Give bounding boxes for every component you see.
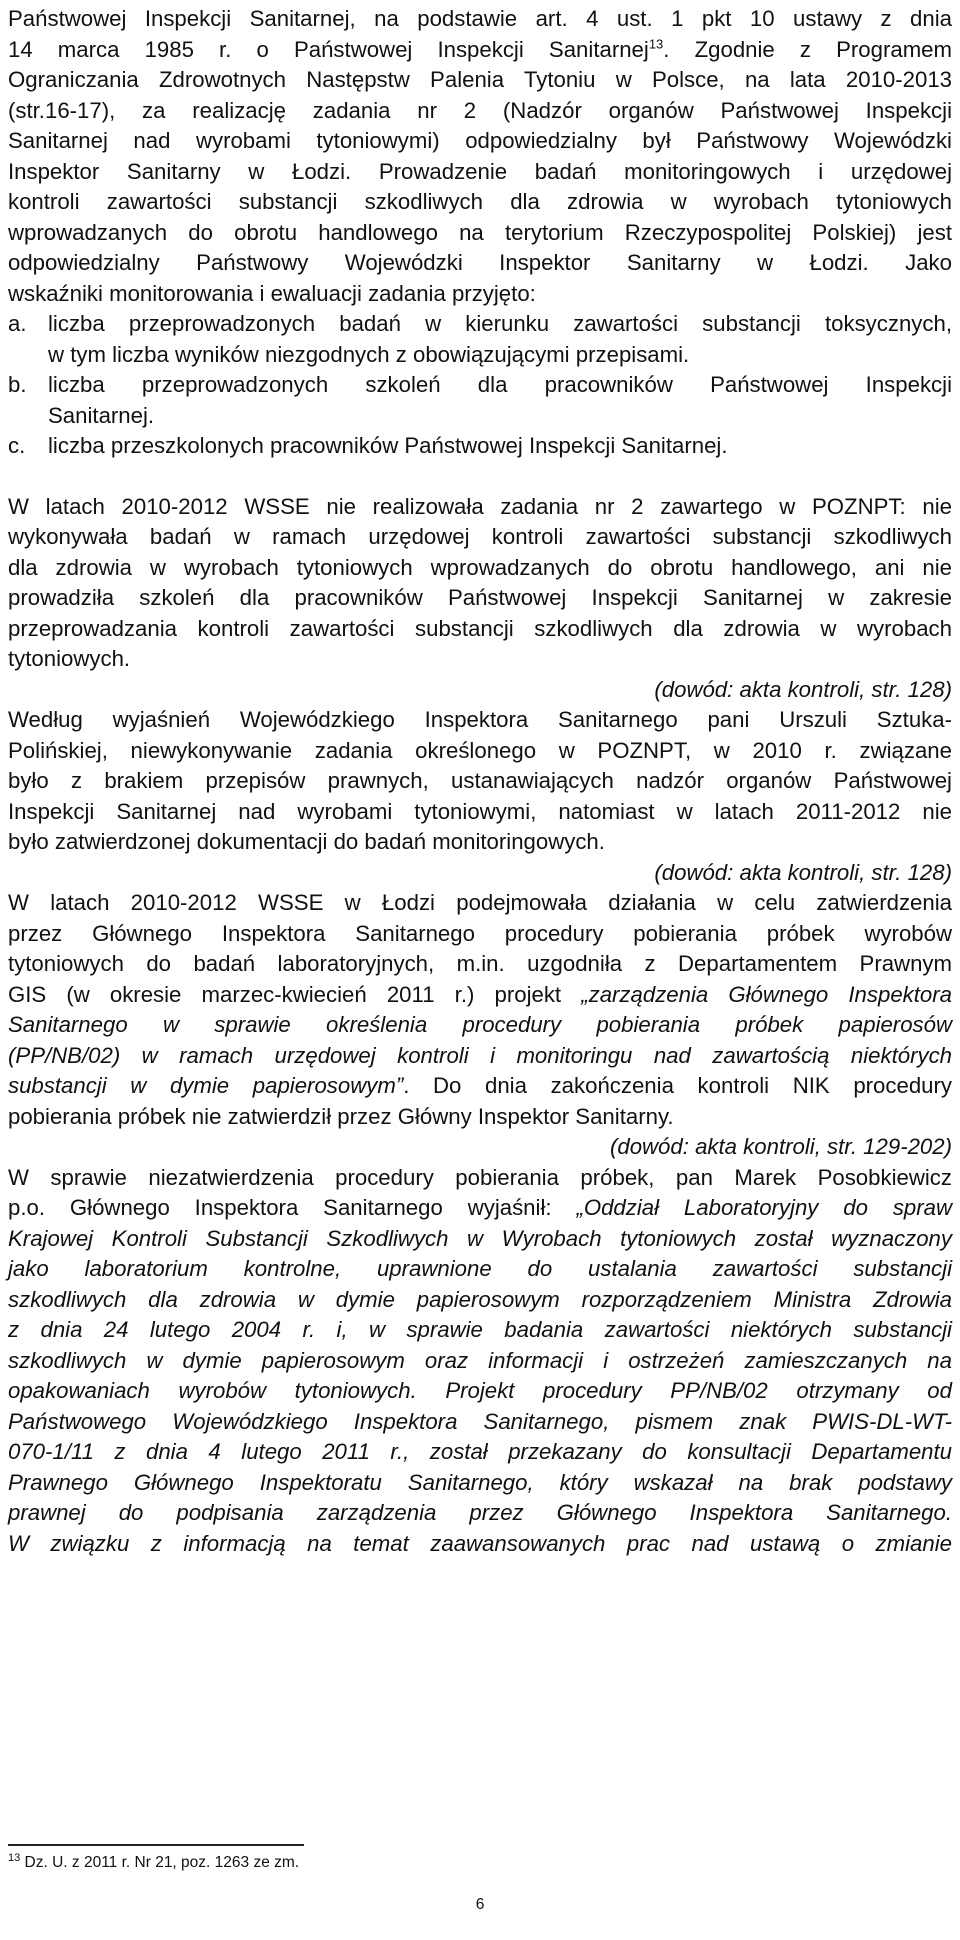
evidence-note: (dowód: akta kontroli, str. 128)	[654, 676, 952, 702]
text-line: Państwowej Inspekcji Sanitarnej, na podstawie art. 4 ust. 1 pkt 10 ustawy z dnia	[8, 6, 952, 31]
text-line: szkodliwych w dymie papierosowym oraz informacji i ostrzeżeń zamieszczanych na	[8, 1347, 952, 1373]
text-line: Polińskiej, niewykonywanie zadania określonego w POZNPT, w 2010 r. związane	[8, 737, 952, 763]
text-line: Inspekcji Sanitarnej nad wyrobami tytoniowymi, natomiast w latach 2011-2012 nie	[8, 798, 952, 824]
evidence-note: (dowód: akta kontroli, str. 129-202)	[609, 1134, 952, 1159]
text-line: wskaźniki monitorowania i ewaluacji zadania przyjęto:	[8, 280, 536, 306]
text-line: W latach 2010-2012 WSSE w Łodzi podejmowała działania w celu zatwierdzenia	[8, 890, 952, 915]
list-marker: a.	[8, 311, 27, 336]
text-line: Państwowego Wojewódzkiego Inspektora Sanitarnego, pismem znak PWIS-DL-WT-	[8, 1408, 952, 1434]
indicator-list	[8, 309, 952, 462]
text-line: Krajowej Kontroli Substancji Szkodliwych w Wyrobach tytoniowych został wyznaczony	[8, 1225, 952, 1251]
text-line: liczba przeprowadzonych szkoleń dla pracowników Państwowej Inspekcji	[48, 372, 952, 397]
document-page	[8, 4, 952, 1559]
italic-quote: „Oddział Laboratoryjny do spraw	[576, 1195, 952, 1220]
footnote-text: Dz. U. z 2011 r. Nr 21, poz. 1263 ze zm.	[20, 1854, 300, 1871]
footnote-divider	[8, 1844, 304, 1846]
list-marker: c.	[8, 433, 26, 458]
text-line: prawnej do podpisania zarządzenia przez Głównego Inspektora Sanitarnego.	[8, 1500, 952, 1525]
intro-paragraph	[8, 4, 952, 309]
list-item	[8, 309, 952, 370]
text-line: Sanitarnego w sprawie określenia procedury pobierania próbek papierosów	[8, 1012, 952, 1037]
text-line: prowadziła szkoleń dla pracowników Państwowej Inspekcji Sanitarnej w zakresie	[8, 585, 952, 610]
list-marker: b.	[8, 372, 27, 397]
text-line: Sanitarnej nad wyrobami tytoniowymi) odpowiedzialny był Państwowy Wojewódzki	[8, 128, 952, 153]
text-line: W latach 2010-2012 WSSE nie realizowała zadania nr 2 zawartego w POZNPT: nie	[8, 493, 952, 519]
paragraph-4	[8, 888, 952, 1132]
text-line: Inspektor Sanitarny w Łodzi. Prowadzenie badań monitoringowych i urzędowej	[8, 158, 952, 184]
text-line: szkodliwych dla zdrowia w dymie papierosowym rozporządzeniem Ministra Zdrowia	[8, 1286, 952, 1312]
text-segment: GIS (w okresie marzec-kwiecień 2011 r.) projekt	[8, 981, 582, 1007]
list-item	[8, 431, 952, 462]
text-line: w tym liczba wyników niezgodnych z obowiązującymi przepisami.	[48, 341, 690, 367]
italic-quote: „zarządzenia Głównego Inspektora	[581, 981, 952, 1007]
text-line: z dnia 24 lutego 2004 r. i, w sprawie badania zawartości niektórych substancji	[8, 1317, 952, 1342]
text-line: pobierania próbek nie zatwierdził przez Główny Inspektor Sanitarny.	[8, 1103, 674, 1129]
text-segment: . Do dnia zakończenia kontroli NIK procedury	[403, 1073, 952, 1098]
text-line: kontroli zawartości substancji szkodliwych dla zdrowia w wyrobach tytoniowych	[8, 189, 952, 214]
text-line: tytoniowych do badań laboratoryjnych, m.in. uzgodniła z Departamentem Prawnym	[8, 951, 952, 976]
text-segment: . Zgodnie z Programem	[663, 36, 952, 62]
text-line: przez Głównego Inspektora Sanitarnego procedury pobierania próbek wyrobów	[8, 920, 952, 946]
text-line	[8, 1193, 952, 1224]
text-line: dla zdrowia w wyrobach tytoniowych wprowadzanych do obrotu handlowego, ani nie	[8, 554, 952, 580]
footnote-number: 13	[8, 1851, 21, 1864]
text-line	[8, 1071, 952, 1102]
text-line: tytoniowych.	[8, 646, 131, 671]
text-line: było zatwierdzonej dokumentacji do badań monitoringowych.	[8, 829, 605, 854]
text-line: liczba przeszkolonych pracowników Państwowej Inspekcji Sanitarnej.	[48, 433, 728, 458]
paragraph-3	[8, 705, 952, 858]
text-line: jako laboratorium kontrolne, uprawnione do ustalania zawartości substancji	[8, 1256, 952, 1281]
text-line: Prawnego Głównego Inspektoratu Sanitarnego, który wskazał na brak podstawy	[8, 1469, 952, 1495]
text-line: liczba przeprowadzonych badań w kierunku zawartości substancji toksycznych,	[48, 311, 952, 336]
text-segment: p.o. Głównego Inspektora Sanitarnego wyjaśnił:	[8, 1195, 577, 1220]
footnote-ref: 13	[648, 36, 664, 52]
text-line: Ograniczania Zdrowotnych Następstw Palenia Tytoniu w Polsce, na lata 2010-2013	[8, 67, 952, 92]
evidence-note: (dowód: akta kontroli, str. 128)	[654, 859, 952, 885]
text-line: 070-1/11 z dnia 4 lutego 2011 r., został przekazany do konsultacji Departamentu	[8, 1439, 952, 1464]
text-line	[8, 35, 952, 66]
text-line	[8, 980, 952, 1011]
text-line: wykonywała badań w ramach urzędowej kontroli zawartości substancji szkodliwych	[8, 524, 952, 549]
text-line: (PP/NB/02) w ramach urzędowej kontroli i monitoringu nad zawartością niektórych	[8, 1042, 952, 1068]
text-segment: 14 marca 1985 r. o Państwowej Inspekcji Sanitarnej	[8, 36, 649, 62]
text-line: W sprawie niezatwierdzenia procedury pobierania próbek, pan Marek Posobkiewicz	[8, 1164, 952, 1190]
text-line: wprowadzanych do obrotu handlowego na terytorium Rzeczypospolitej Polskiej) jest	[8, 219, 952, 245]
text-line: przeprowadzania kontroli zawartości substancji szkodliwych dla zdrowia w wyrobach	[8, 615, 952, 641]
text-line: Według wyjaśnień Wojewódzkiego Inspektora Sanitarnego pani Urszuli Sztuka-	[8, 707, 952, 732]
text-line: W związku z informacją na temat zaawansowanych prac nad ustawą o zmianie	[8, 1530, 952, 1556]
italic-quote: substancji w dymie papierosowym”	[8, 1073, 404, 1098]
paragraph-2	[8, 492, 952, 675]
text-line: było z brakiem przepisów prawnych, ustanawiających nadzór organów Państwowej	[8, 768, 952, 793]
paragraph-5	[8, 1163, 952, 1560]
text-line: (str.16-17), za realizację zadania nr 2 (Nadzór organów Państwowej Inspekcji	[8, 97, 952, 123]
list-item	[8, 370, 952, 431]
text-line: Sanitarnej.	[48, 402, 155, 428]
footnote	[8, 1853, 299, 1873]
text-line: opakowaniach wyrobów tytoniowych. Projekt procedury PP/NB/02 otrzymany od	[8, 1378, 952, 1403]
page-number: 6	[475, 1896, 485, 1913]
text-line: odpowiedzialny Państwowy Wojewódzki Inspektor Sanitarny w Łodzi. Jako	[8, 250, 952, 275]
